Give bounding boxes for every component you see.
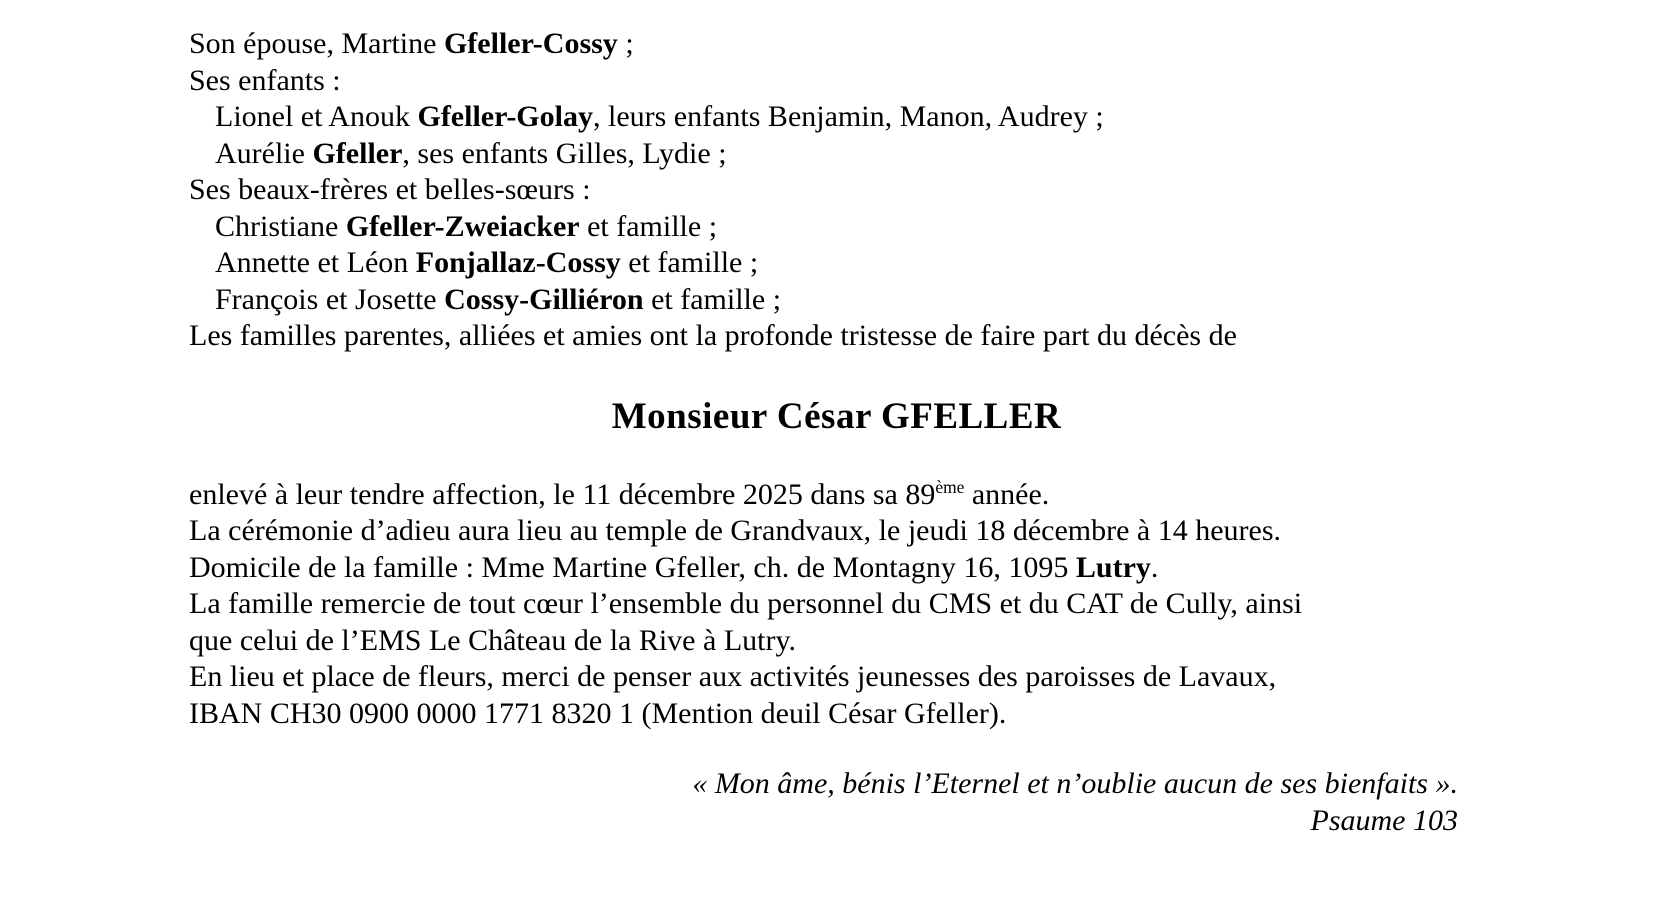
family-name-bold: Gfeller-Zweiacker: [345, 209, 580, 243]
scripture-quote: [189, 766, 1484, 839]
text-line: [189, 623, 1484, 660]
text-segment: IBAN CH30 0900 0000 1771 8320 1 (Mention deuil César Gfeller).: [189, 696, 1007, 730]
deceased-name-heading: Monsieur César GFELLER: [611, 395, 1062, 437]
text-segment: année.: [964, 477, 1050, 511]
text-line: [189, 26, 1484, 63]
text-segment: , leurs enfants Benjamin, Manon, Audrey ;: [592, 100, 1104, 133]
text-segment: Ses enfants :: [189, 63, 341, 97]
family-name-bold: Gfeller-Cossy: [443, 27, 618, 60]
quote-attribution: Psaume 103: [1310, 803, 1458, 837]
ceremony-details: [189, 477, 1484, 733]
text-segment: Ses beaux-frères et belles-sœurs :: [189, 173, 591, 206]
text-line: [189, 513, 1484, 550]
text-line: [189, 136, 1484, 173]
text-line: [189, 477, 1484, 514]
text-segment: Son épouse, Martine: [189, 27, 444, 60]
text-segment: Christiane: [215, 209, 346, 243]
ordinal-superscript: ème: [935, 476, 965, 497]
quote-text: « Mon âme, bénis l’Eternel et n’oublie aucun de ses bienfaits ».: [692, 767, 1458, 800]
text-segment: ;: [617, 27, 634, 60]
text-line: [189, 63, 1484, 100]
text-segment: et famille ;: [620, 246, 759, 279]
family-name-bold: Cossy-Gilliéron: [444, 282, 644, 316]
family-list: [189, 26, 1484, 355]
family-name-bold: Gfeller: [312, 136, 403, 170]
text-segment: Les familles parentes, alliées et amies ont la profonde tristesse de faire part du décès de: [189, 319, 1237, 352]
family-name-bold: Lutry: [1075, 550, 1151, 584]
text-line: [189, 696, 1484, 733]
text-segment: .: [1150, 550, 1159, 584]
text-segment: et famille ;: [579, 209, 718, 243]
text-line: [189, 318, 1484, 355]
text-line: [189, 282, 1484, 319]
text-line: [189, 172, 1484, 209]
text-segment: Aurélie: [215, 136, 313, 170]
text-line: [189, 550, 1484, 587]
text-line: [189, 245, 1484, 282]
text-segment: enlevé à leur tendre affection, le 11 décembre 2025 dans sa 89: [189, 477, 936, 511]
family-name-bold: Gfeller-Golay: [417, 100, 593, 133]
text-segment: Domicile de la famille : Mme Martine Gfeller, ch. de Montagny 16, 1095: [189, 550, 1076, 584]
text-segment: François et Josette: [215, 282, 445, 316]
text-segment: , ses enfants Gilles, Lydie ;: [402, 136, 727, 170]
text-segment: La famille remercie de tout cœur l’ensemble du personnel du CMS et du CAT de Cully, ainsi: [189, 587, 1303, 620]
family-name-bold: Fonjallaz-Cossy: [415, 246, 621, 279]
text-segment: et famille ;: [643, 282, 782, 316]
text-segment: Lionel et Anouk: [215, 100, 418, 133]
text-segment: Annette et Léon: [215, 246, 416, 279]
text-segment: que celui de l’EMS Le Château de la Rive à Lutry.: [189, 623, 797, 657]
text-line: [189, 209, 1484, 246]
text-line: [189, 659, 1484, 696]
text-line: [189, 99, 1484, 136]
text-segment: La cérémonie d’adieu aura lieu au temple de Grandvaux, le jeudi 18 décembre à 14 heures.: [189, 514, 1282, 547]
text-segment: En lieu et place de fleurs, merci de penser aux activités jeunesses des paroisses de Lavaux,: [189, 660, 1277, 693]
text-line: [189, 586, 1484, 623]
